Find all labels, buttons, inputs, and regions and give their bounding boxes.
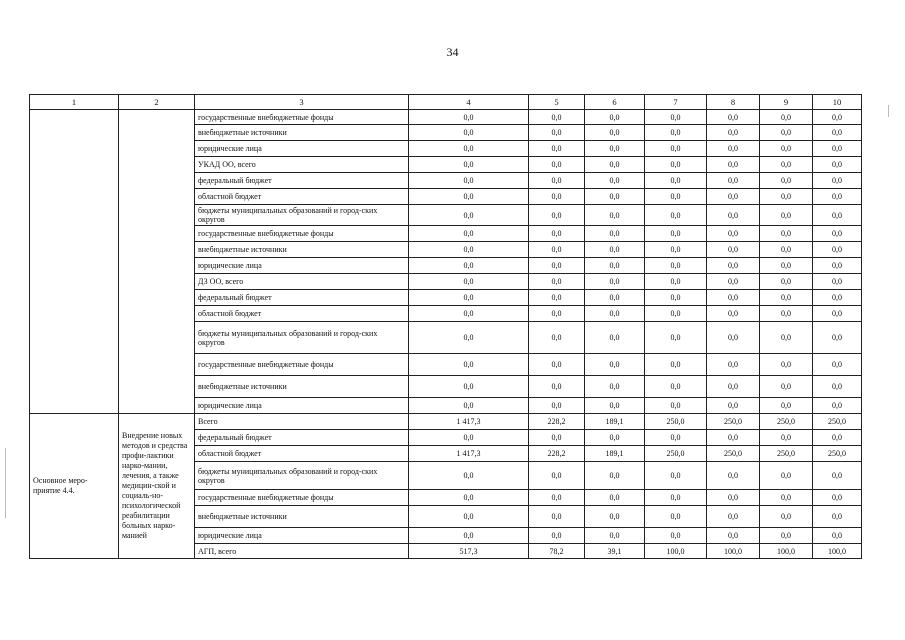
value-cell: 0,0	[529, 226, 585, 242]
value-cell: 0,0	[707, 462, 760, 490]
value-cell: 0,0	[813, 462, 862, 490]
value-cell: 0,0	[529, 506, 585, 528]
value-cell: 0,0	[409, 290, 529, 306]
value-cell: 0,0	[409, 173, 529, 189]
value-cell: 0,0	[707, 110, 760, 125]
value-cell: 0,0	[529, 157, 585, 173]
value-cell: 0,0	[813, 306, 862, 322]
value-cell: 0,0	[707, 141, 760, 157]
table-row	[30, 110, 862, 125]
value-cell: 0,0	[585, 226, 645, 242]
value-cell: 0,0	[529, 242, 585, 258]
value-cell: 0,0	[409, 306, 529, 322]
value-cell: 0,0	[707, 226, 760, 242]
value-cell: 0,0	[760, 398, 813, 414]
value-cell: 0,0	[760, 173, 813, 189]
value-cell: 0,0	[760, 141, 813, 157]
value-cell: 0,0	[585, 376, 645, 398]
value-cell: 0,0	[529, 141, 585, 157]
source-label: областной бюджет	[195, 306, 409, 322]
value-cell: 0,0	[529, 110, 585, 125]
value-cell: 0,0	[813, 189, 862, 205]
source-label: внебюджетные источники	[195, 506, 409, 528]
budget-table	[29, 94, 862, 559]
value-cell: 0,0	[645, 430, 707, 446]
value-cell: 0,0	[707, 528, 760, 544]
value-cell: 0,0	[585, 157, 645, 173]
value-cell: 0,0	[813, 258, 862, 274]
value-cell: 0,0	[760, 242, 813, 258]
description-cell-empty	[119, 110, 195, 414]
value-cell: 0,0	[760, 376, 813, 398]
value-cell: 250,0	[707, 414, 760, 430]
value-cell: 78,2	[529, 544, 585, 559]
value-cell: 0,0	[409, 258, 529, 274]
value-cell: 0,0	[760, 506, 813, 528]
value-cell: 0,0	[707, 157, 760, 173]
source-label: бюджеты муниципальных образований и город-ских округов	[195, 205, 409, 226]
header-cell: 6	[585, 95, 645, 110]
value-cell: 0,0	[585, 290, 645, 306]
source-label: юридические лица	[195, 141, 409, 157]
header-cell: 4	[409, 95, 529, 110]
value-cell: 0,0	[529, 290, 585, 306]
value-cell: 0,0	[813, 173, 862, 189]
value-cell: 0,0	[813, 110, 862, 125]
value-cell: 100,0	[645, 544, 707, 559]
value-cell: 0,0	[707, 354, 760, 376]
value-cell: 0,0	[707, 125, 760, 141]
value-cell: 0,0	[645, 490, 707, 506]
value-cell: 250,0	[645, 414, 707, 430]
header-cell: 5	[529, 95, 585, 110]
value-cell: 0,0	[707, 506, 760, 528]
value-cell: 0,0	[813, 430, 862, 446]
value-cell: 189,1	[585, 414, 645, 430]
margin-mark	[5, 448, 6, 518]
value-cell: 0,0	[760, 430, 813, 446]
value-cell: 0,0	[760, 110, 813, 125]
value-cell: 0,0	[529, 189, 585, 205]
value-cell: 0,0	[409, 125, 529, 141]
value-cell: 0,0	[645, 226, 707, 242]
value-cell: 0,0	[707, 205, 760, 226]
value-cell: 0,0	[813, 141, 862, 157]
value-cell: 0,0	[760, 189, 813, 205]
value-cell: 0,0	[529, 205, 585, 226]
value-cell: 0,0	[409, 189, 529, 205]
value-cell: 0,0	[707, 430, 760, 446]
source-label: федеральный бюджет	[195, 173, 409, 189]
header-cell: 3	[195, 95, 409, 110]
value-cell: 0,0	[585, 141, 645, 157]
value-cell: 0,0	[585, 274, 645, 290]
value-cell: 0,0	[529, 354, 585, 376]
value-cell: 0,0	[707, 322, 760, 354]
measure-name: Основное меро-приятие 4.4.	[30, 414, 119, 559]
page-number: 34	[446, 45, 459, 59]
source-label: внебюджетные источники	[195, 376, 409, 398]
value-cell: 0,0	[813, 490, 862, 506]
value-cell: 0,0	[707, 290, 760, 306]
value-cell: 0,0	[760, 354, 813, 376]
value-cell: 0,0	[585, 354, 645, 376]
value-cell: 1 417,3	[409, 446, 529, 462]
value-cell: 0,0	[585, 205, 645, 226]
value-cell: 0,0	[529, 398, 585, 414]
value-cell: 0,0	[760, 125, 813, 141]
source-label: бюджеты муниципальных образований и город-ских округов	[195, 322, 409, 354]
value-cell: 0,0	[409, 430, 529, 446]
value-cell: 0,0	[760, 274, 813, 290]
value-cell: 0,0	[707, 376, 760, 398]
value-cell: 0,0	[409, 205, 529, 226]
header-cell: 10	[813, 95, 862, 110]
source-label: юридические лица	[195, 258, 409, 274]
value-cell: 0,0	[813, 290, 862, 306]
value-cell: 250,0	[645, 446, 707, 462]
source-label: АГП, всего	[195, 544, 409, 559]
value-cell: 0,0	[529, 306, 585, 322]
value-cell: 0,0	[585, 462, 645, 490]
value-cell: 517,3	[409, 544, 529, 559]
value-cell: 0,0	[813, 376, 862, 398]
value-cell: 0,0	[409, 110, 529, 125]
source-label: УКАД ОО, всего	[195, 157, 409, 173]
value-cell: 0,0	[707, 189, 760, 205]
value-cell: 0,0	[585, 398, 645, 414]
value-cell: 0,0	[813, 125, 862, 141]
header-cell: 7	[645, 95, 707, 110]
value-cell: 0,0	[409, 141, 529, 157]
source-label: государственные внебюджетные фонды	[195, 490, 409, 506]
measure-cell-empty	[30, 110, 119, 414]
value-cell: 0,0	[529, 462, 585, 490]
value-cell: 39,1	[585, 544, 645, 559]
value-cell: 0,0	[645, 376, 707, 398]
value-cell: 0,0	[760, 462, 813, 490]
value-cell: 0,0	[409, 226, 529, 242]
value-cell: 0,0	[409, 398, 529, 414]
value-cell: 0,0	[529, 173, 585, 189]
source-label: федеральный бюджет	[195, 290, 409, 306]
value-cell: 0,0	[645, 506, 707, 528]
source-label: бюджеты муниципальных образований и город-ских округов	[195, 462, 409, 490]
value-cell: 250,0	[760, 446, 813, 462]
value-cell: 0,0	[707, 274, 760, 290]
value-cell: 0,0	[813, 354, 862, 376]
value-cell: 0,0	[645, 306, 707, 322]
value-cell: 0,0	[645, 258, 707, 274]
value-cell: 0,0	[409, 274, 529, 290]
value-cell: 0,0	[707, 258, 760, 274]
value-cell: 0,0	[707, 242, 760, 258]
value-cell: 0,0	[529, 258, 585, 274]
value-cell: 0,0	[529, 376, 585, 398]
value-cell: 0,0	[645, 173, 707, 189]
value-cell: 0,0	[645, 205, 707, 226]
header-cell: 2	[119, 95, 195, 110]
value-cell: 0,0	[409, 157, 529, 173]
value-cell: 0,0	[760, 490, 813, 506]
measure-description: Внедрение новых методов и средства профи-лактики нарко-мании, лечения, а также медицин-ской и социаль-но-психологической реабилитации больных нарко-манией	[119, 414, 195, 559]
value-cell: 0,0	[585, 173, 645, 189]
value-cell: 0,0	[585, 189, 645, 205]
source-label: государственные внебюджетные фонды	[195, 354, 409, 376]
value-cell: 0,0	[409, 376, 529, 398]
value-cell: 0,0	[645, 462, 707, 490]
value-cell: 0,0	[813, 506, 862, 528]
source-label: областной бюджет	[195, 189, 409, 205]
value-cell: 0,0	[409, 490, 529, 506]
value-cell: 0,0	[409, 242, 529, 258]
value-cell: 0,0	[813, 528, 862, 544]
value-cell: 0,0	[645, 354, 707, 376]
value-cell: 0,0	[585, 242, 645, 258]
source-label: внебюджетные источники	[195, 125, 409, 141]
value-cell: 0,0	[529, 490, 585, 506]
source-label: Всего	[195, 414, 409, 430]
value-cell: 0,0	[585, 490, 645, 506]
value-cell: 0,0	[529, 322, 585, 354]
value-cell: 0,0	[585, 322, 645, 354]
value-cell: 0,0	[585, 528, 645, 544]
source-label: государственные внебюджетные фонды	[195, 226, 409, 242]
value-cell: 0,0	[707, 398, 760, 414]
value-cell: 0,0	[813, 157, 862, 173]
value-cell: 0,0	[645, 189, 707, 205]
value-cell: 228,2	[529, 414, 585, 430]
value-cell: 0,0	[409, 354, 529, 376]
value-cell: 0,0	[585, 306, 645, 322]
value-cell: 0,0	[813, 398, 862, 414]
value-cell: 0,0	[585, 506, 645, 528]
source-label: федеральный бюджет	[195, 430, 409, 446]
value-cell: 0,0	[529, 125, 585, 141]
value-cell: 0,0	[645, 141, 707, 157]
value-cell: 0,0	[529, 274, 585, 290]
value-cell: 100,0	[707, 544, 760, 559]
value-cell: 0,0	[760, 528, 813, 544]
header-cell: 9	[760, 95, 813, 110]
value-cell: 0,0	[645, 125, 707, 141]
source-label: государственные внебюджетные фонды	[195, 110, 409, 125]
table-row	[30, 414, 862, 430]
value-cell: 250,0	[760, 414, 813, 430]
value-cell: 0,0	[760, 226, 813, 242]
value-cell: 0,0	[760, 205, 813, 226]
value-cell: 0,0	[707, 490, 760, 506]
value-cell: 0,0	[707, 306, 760, 322]
source-label: областной бюджет	[195, 446, 409, 462]
value-cell: 0,0	[585, 430, 645, 446]
value-cell: 0,0	[760, 306, 813, 322]
value-cell: 250,0	[813, 414, 862, 430]
value-cell: 100,0	[813, 544, 862, 559]
source-label: внебюджетные источники	[195, 242, 409, 258]
value-cell: 0,0	[409, 322, 529, 354]
value-cell: 0,0	[813, 322, 862, 354]
value-cell: 0,0	[529, 528, 585, 544]
header-cell: 1	[30, 95, 119, 110]
margin-mark	[888, 105, 889, 117]
header-row	[30, 95, 862, 110]
value-cell: 0,0	[645, 290, 707, 306]
value-cell: 0,0	[813, 226, 862, 242]
value-cell: 0,0	[813, 242, 862, 258]
value-cell: 100,0	[760, 544, 813, 559]
header-cell: 8	[707, 95, 760, 110]
value-cell: 250,0	[707, 446, 760, 462]
value-cell: 0,0	[760, 322, 813, 354]
value-cell: 0,0	[707, 173, 760, 189]
value-cell: 0,0	[813, 205, 862, 226]
value-cell: 0,0	[529, 430, 585, 446]
value-cell: 0,0	[585, 125, 645, 141]
value-cell: 189,1	[585, 446, 645, 462]
value-cell: 0,0	[645, 274, 707, 290]
value-cell: 0,0	[760, 258, 813, 274]
value-cell: 228,2	[529, 446, 585, 462]
value-cell: 0,0	[585, 110, 645, 125]
source-label: юридические лица	[195, 528, 409, 544]
value-cell: 0,0	[409, 506, 529, 528]
value-cell: 0,0	[645, 398, 707, 414]
value-cell: 0,0	[645, 110, 707, 125]
value-cell: 0,0	[645, 157, 707, 173]
value-cell: 0,0	[645, 528, 707, 544]
value-cell: 0,0	[645, 242, 707, 258]
value-cell: 1 417,3	[409, 414, 529, 430]
value-cell: 0,0	[585, 258, 645, 274]
value-cell: 0,0	[760, 157, 813, 173]
value-cell: 0,0	[645, 322, 707, 354]
source-label: юридические лица	[195, 398, 409, 414]
value-cell: 0,0	[760, 290, 813, 306]
value-cell: 0,0	[409, 528, 529, 544]
value-cell: 0,0	[409, 462, 529, 490]
source-label: ДЗ ОО, всего	[195, 274, 409, 290]
value-cell: 0,0	[813, 274, 862, 290]
value-cell: 250,0	[813, 446, 862, 462]
